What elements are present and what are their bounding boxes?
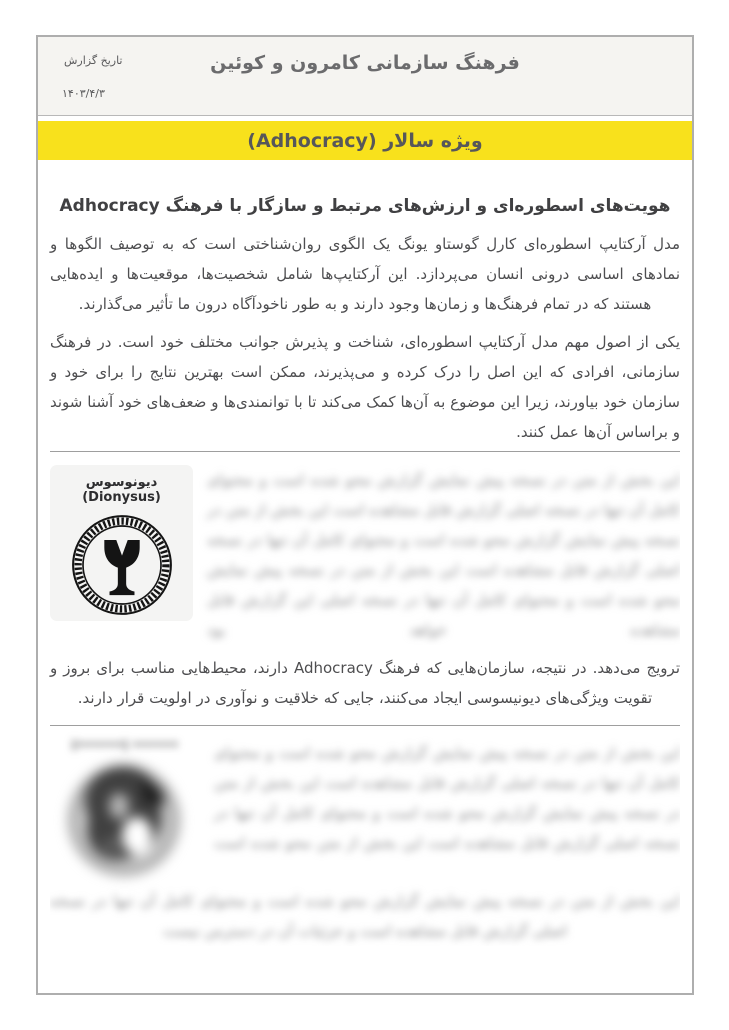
section-heading: هویت‌های اسطوره‌ای و ارزش‌های مرتبط و سازگار با فرهنگ Adhocracy bbox=[59, 196, 671, 216]
blurred-block-2 bbox=[50, 726, 680, 946]
blurred-block-1 bbox=[50, 452, 680, 645]
dionysus-card-label: دیونوسوس (Dionysus) bbox=[82, 475, 161, 505]
report-date-value: ۱۴۰۳/۴/۳ bbox=[62, 87, 105, 100]
report-date-label: تاریخ گزارش bbox=[64, 54, 123, 67]
blurred-paragraph: این بخش از متن در نسخه پیش نمایش گزارش محو شده است و محتوای کامل آن تنها در نسخه اصلی گزارش قابل مشاهده است این بخش از متن در نسخه پیش نمایش گزارش محو شده است و محتوای کامل آن تنها در نسخه اصلی گزارش قابل مشاهده است این بخش از متن محو شده است bbox=[214, 744, 680, 852]
paragraph-archetype-principle: یکی از اصول مهم مدل آرکتایپ اسطوره‌ای، شناخت و پذیرش جوانب مختلف خود است. در فرهنگ سازمانی، افرادی که این اصل را درک کرده و می‌پذیرند، ممکن است بهترین نتایج را برای خود و سازمان خود بیاورند، زیرا این موضوع به آن‌ها کمک می‌کند تا با توانمندی‌ها و ضعف‌های خود آشنا شوند و براساس آن‌ها عمل کنند. bbox=[50, 333, 680, 441]
paragraph-adhocracy-result: ترویج می‌دهد. در نتیجه، سازمان‌هایی که فرهنگ Adhocracy دارند، محیط‌هایی مناسب برای بروز و تقویت ویژگی‌های دیونیسوسی ایجاد می‌کنند، جایی که خلاقیت و نوآوری در اولویت قرار دارند. bbox=[50, 659, 680, 707]
report-title: فرهنگ سازمانی کامرون و کوئین bbox=[210, 52, 520, 74]
report-header bbox=[38, 37, 692, 116]
adhocracy-banner: ویژه سالار (Adhocracy) bbox=[38, 121, 692, 160]
blurred-paragraph: این بخش از متن در نسخه پیش نمایش گزارش محو شده است و محتوای کامل آن تنها در نسخه اصلی گزارش قابل مشاهده است این بخش از متن در نسخه پیش نمایش گزارش محو شده است و محتوای کامل آن تنها در نسخه اصلی گزارش قابل مشاهده است این بخش از متن در نسخه پیش نمایش محو شده است و محتوای کامل آن تنها در نسخه اصلی این گزارش قابل مشاهده خواهد بود bbox=[207, 471, 680, 639]
report-page bbox=[36, 35, 694, 995]
paragraph-archetype-intro: مدل آرکتایپ اسطوره‌ای کارل گوستاو یونگ یک الگوی روان‌شناختی است که به توصیف الگوها و نمادهای اساسی درونی انسان می‌پردازد. این آرکتایپ‌ها شامل شخصیت‌ها، موقعیت‌ها و ایده‌هایی هستند که در تمام فرهنگ‌ها و زمان‌ها وجود دارند و به طور ناخودآگاه درون ما تأثیر می‌گذارند. bbox=[50, 235, 680, 313]
blurred-paragraph-tail: این بخش از متن در نسخه پیش نمایش گزارش محو شده است و محتوای کامل آن تنها در نسخه اصلی گزارش قابل مشاهده است و جزئیات آن در دسترس نیست bbox=[50, 892, 680, 940]
blurred-figure-caption: •••••• (••••••) bbox=[71, 738, 179, 752]
report-content bbox=[38, 193, 692, 946]
